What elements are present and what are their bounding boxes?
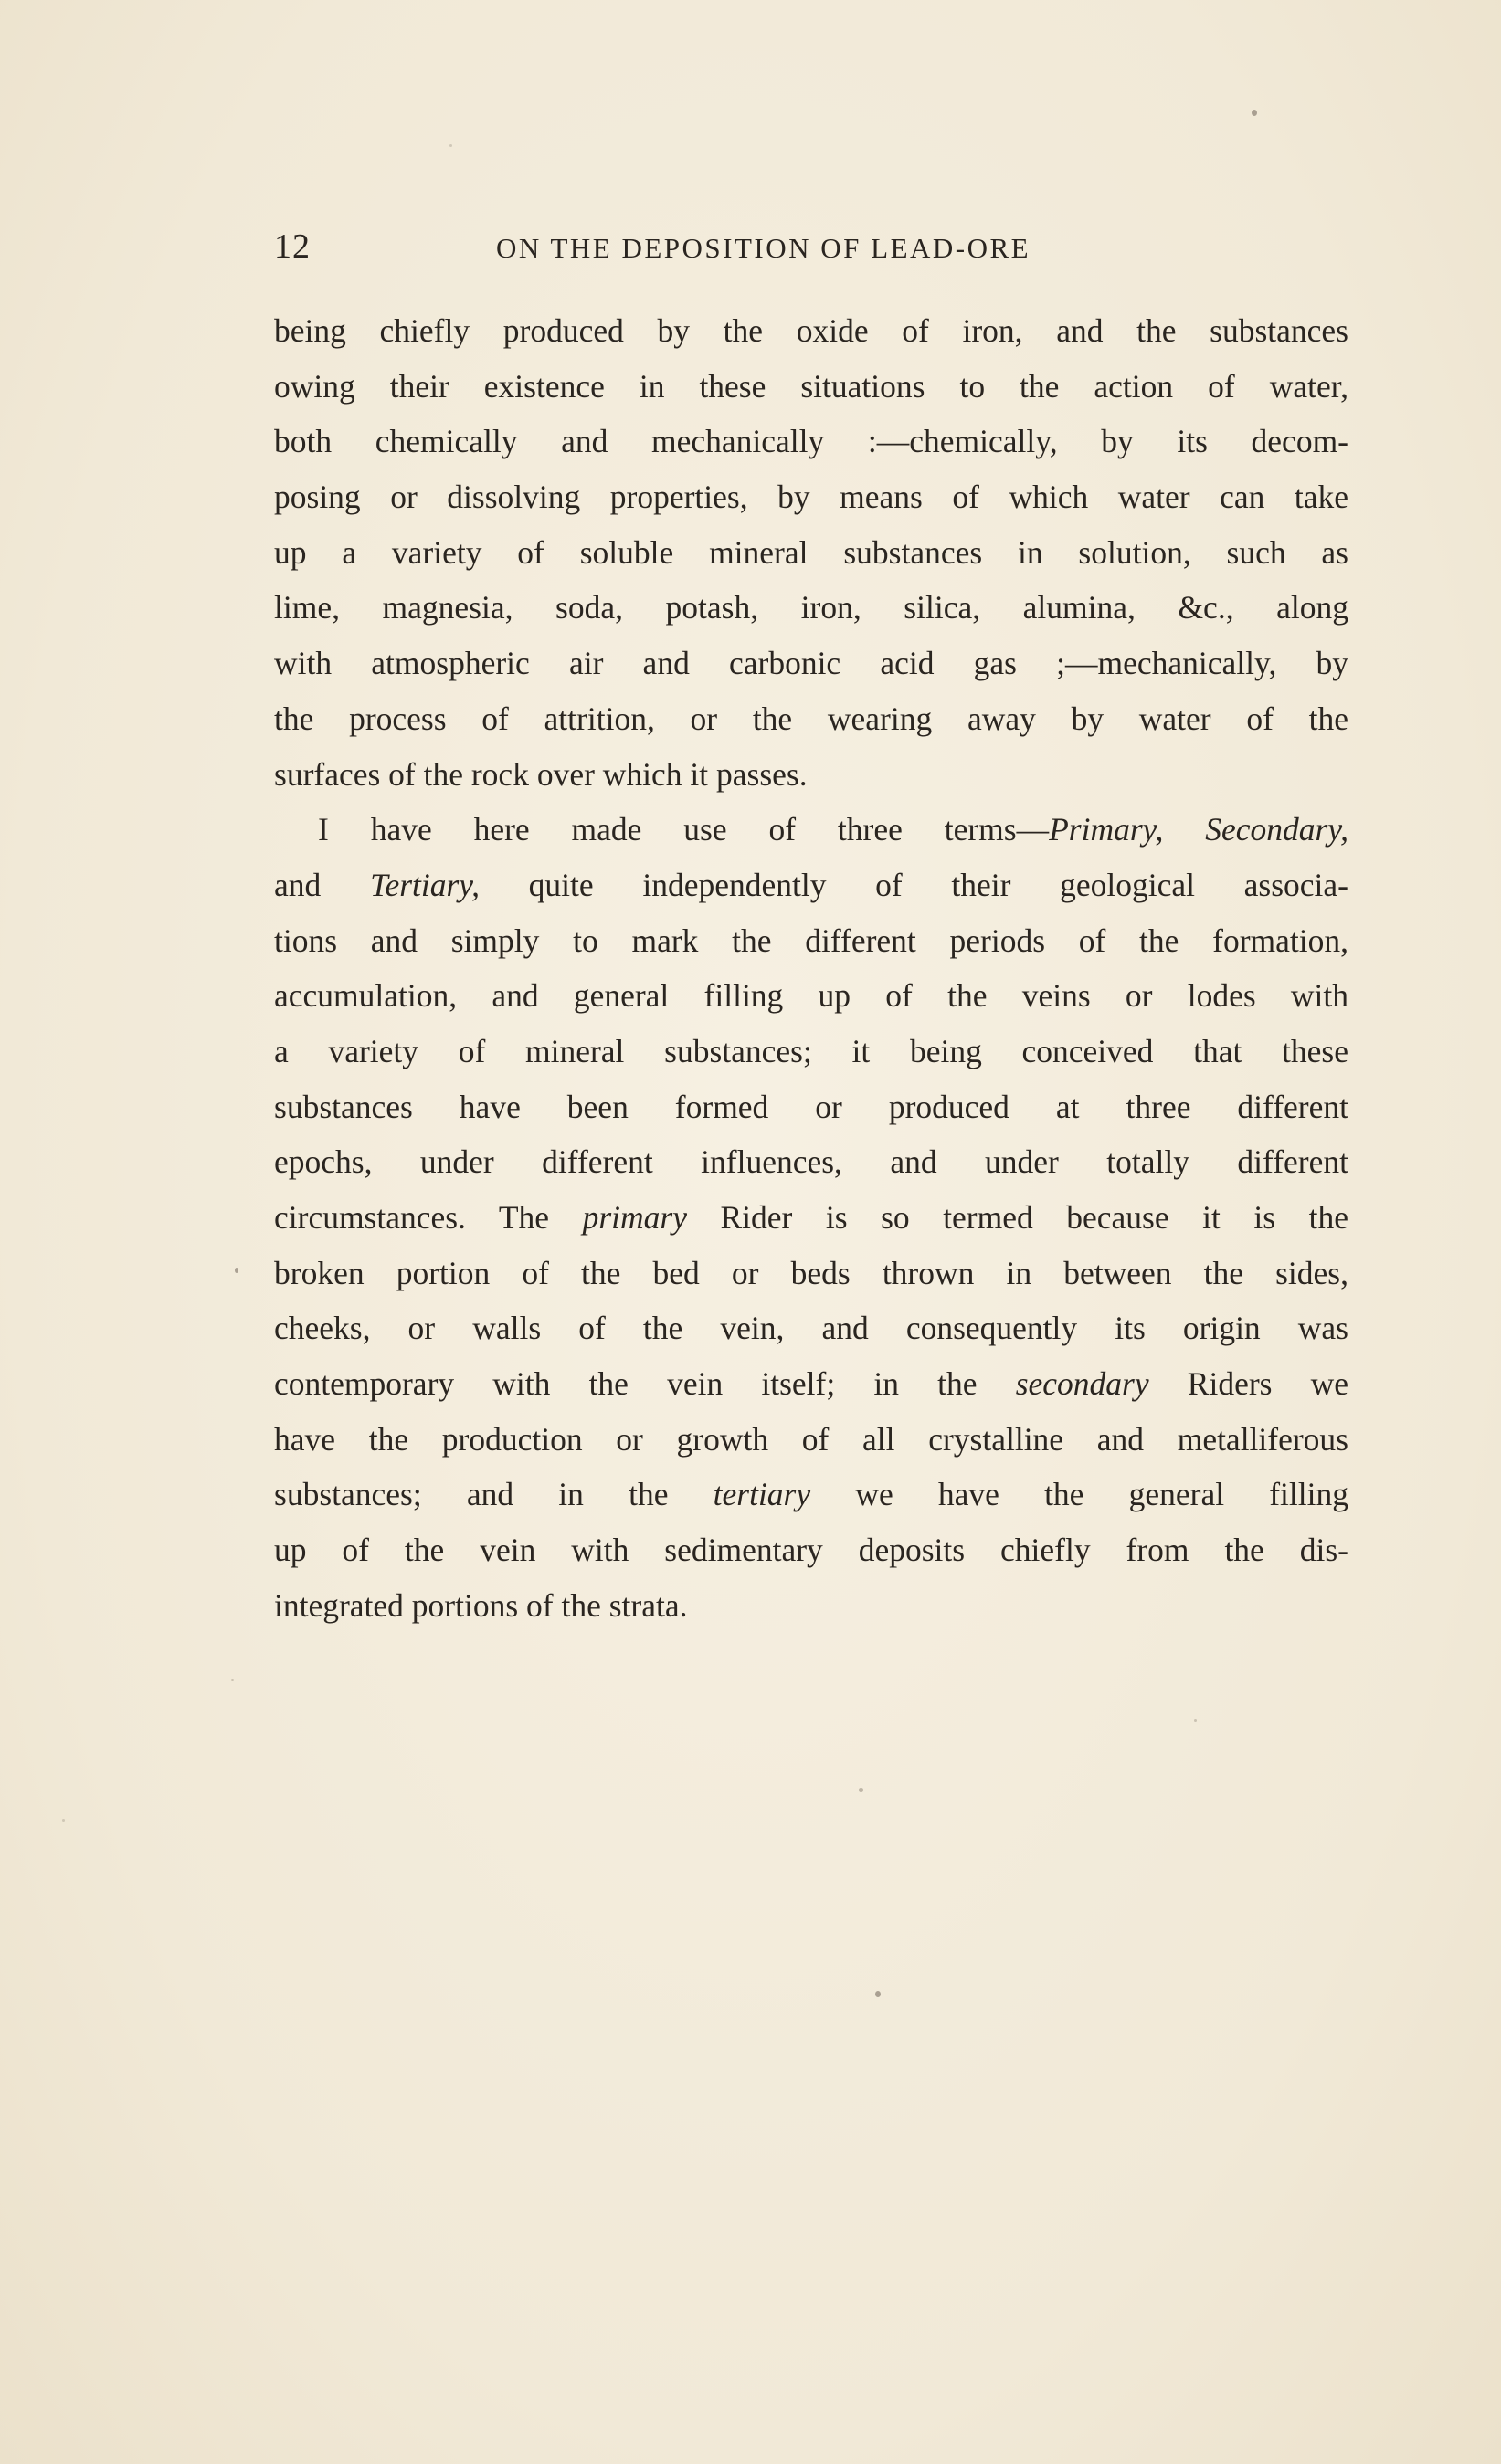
paper-speck: [62, 1819, 65, 1822]
text-run: substances; and in the: [274, 1476, 669, 1513]
text-line: epochs, under different influences, and under totally different: [274, 1143, 1348, 1181]
text-run: Rider is so termed because it is the: [720, 1199, 1348, 1236]
text-run: Riders we: [1187, 1365, 1348, 1403]
text-line: substances have been formed or produced at three different: [274, 1088, 1348, 1125]
running-head: ON THE DEPOSITION OF LEAD-ORE: [496, 232, 1031, 264]
text-line: integrated portions of the strata.: [274, 1586, 688, 1624]
term-tertiary-lower: tertiary: [713, 1476, 811, 1513]
text-run: circumstances. The: [274, 1199, 550, 1236]
text-line: with atmospheric air and carbonic acid gas ;—mechanically, by: [274, 645, 1348, 682]
paper-speck: [875, 1991, 881, 1997]
text-line: [274, 1190, 1348, 1246]
text-line: accumulation, and general filling up of the veins or lodes with: [274, 977, 1348, 1015]
paper-speck: [1194, 1719, 1197, 1722]
paragraph-1: [274, 303, 1348, 802]
text-line: surfaces of the rock over which it passes.: [274, 755, 808, 793]
paper-speck: [1252, 110, 1257, 116]
text-line: up of the vein with sedimentary deposits chiefly from the dis-: [274, 1532, 1348, 1569]
text-line: up a variety of soluble mineral substances in solution, such as: [274, 533, 1348, 571]
term-tertiary: Tertiary,: [369, 866, 480, 903]
term-primary: Primary,: [1049, 811, 1164, 848]
text-line: being chiefly produced by the oxide of iron, and the substances: [274, 312, 1348, 349]
paper-speck: [235, 1268, 238, 1273]
text-line: a variety of mineral substances; it being conceived that these: [274, 1032, 1348, 1069]
term-primary-lower: primary: [582, 1199, 687, 1236]
text-line: the process of attrition, or the wearing away by water of the: [274, 700, 1348, 737]
text-line: [274, 802, 1348, 858]
text-run: I have here made use of three terms—: [318, 811, 1050, 848]
text-line: [274, 1356, 1348, 1412]
paper-speck: [231, 1679, 234, 1681]
text-run: contemporary with the vein itself; in the: [274, 1365, 978, 1403]
text-line: cheeks, or walls of the vein, and consequently its origin was: [274, 1310, 1348, 1347]
text-line: posing or dissolving properties, by means of which water can take: [274, 479, 1348, 516]
text-line: have the production or growth of all crystalline and metalliferous: [274, 1420, 1348, 1458]
page-header: [274, 226, 1352, 270]
text-line: [274, 1467, 1348, 1522]
text-line: tions and simply to mark the different periods of the formation,: [274, 921, 1348, 959]
text-line: both chemically and mechanically :—chemically, by its decom-: [274, 423, 1348, 460]
text-line: owing their existence in these situations to the action of water,: [274, 367, 1348, 405]
page-number: 12: [274, 227, 311, 266]
text-line: [274, 858, 1348, 913]
text-line: lime, magnesia, soda, potash, iron, silica, alumina, &c., along: [274, 589, 1348, 627]
text-run: we have the general filling: [855, 1476, 1348, 1513]
text-run: quite independently of their geological associa-: [528, 866, 1348, 903]
paper-speck: [859, 1788, 863, 1792]
text-line: broken portion of the bed or beds thrown in between the sides,: [274, 1254, 1348, 1291]
paragraph-2: [274, 802, 1348, 1633]
text-run: and: [274, 866, 322, 903]
paper-speck: [449, 144, 452, 147]
body-text: [274, 303, 1348, 1634]
term-secondary-lower: secondary: [1015, 1365, 1149, 1403]
term-secondary: Secondary,: [1205, 811, 1348, 848]
